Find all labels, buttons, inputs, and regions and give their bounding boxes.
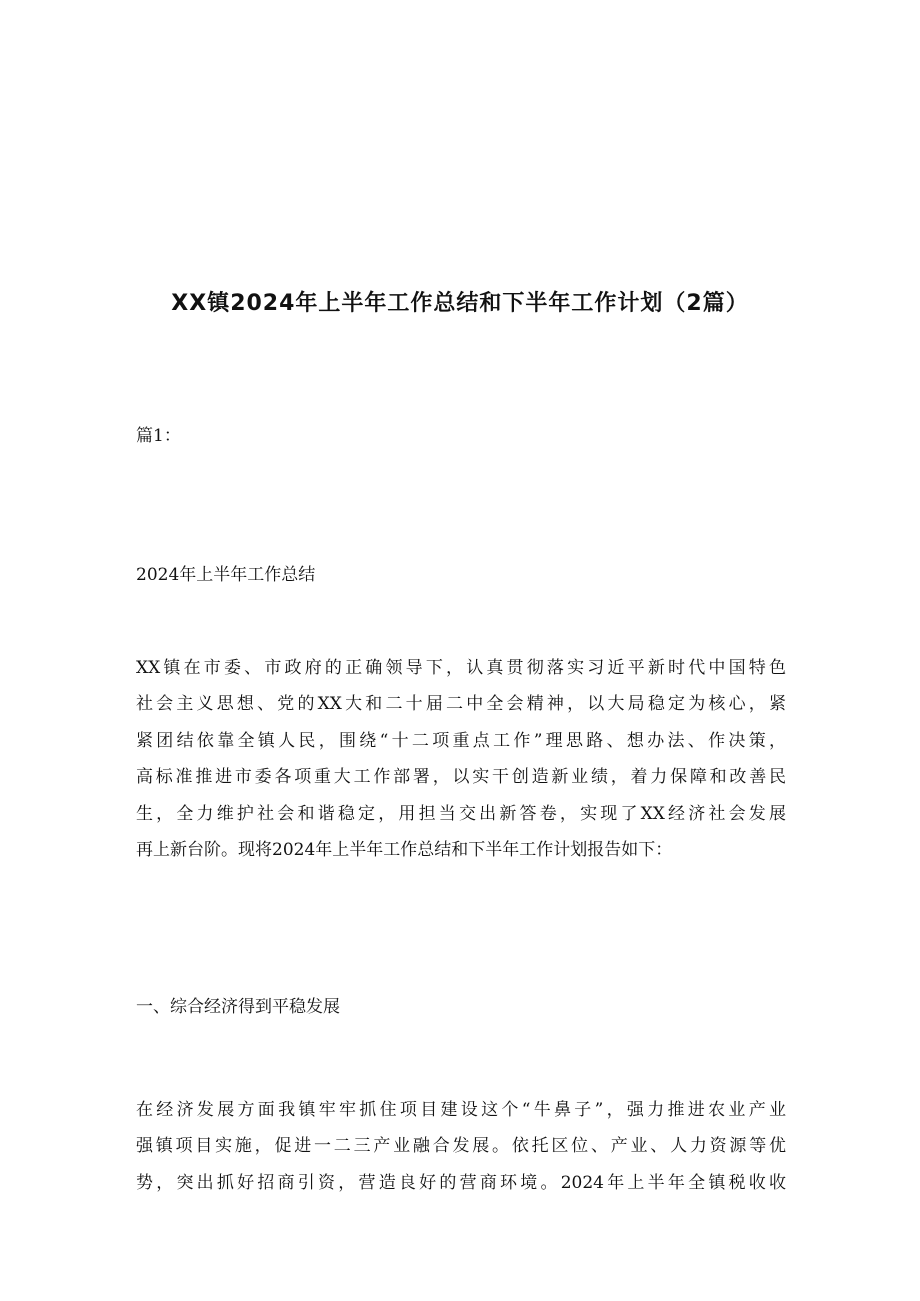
paragraph-line: 生，全力维护社会和谐稳定，用担当交出新答卷，实现了XX经济社会发展 bbox=[136, 803, 786, 824]
paragraph-line: XX镇在市委、市政府的正确领导下，认真贯彻落实习近平新时代中国特色 bbox=[136, 658, 786, 678]
document-title: XX镇2024年上半年工作总结和下半年工作计划（2篇） bbox=[171, 291, 749, 316]
body-paragraph bbox=[136, 1092, 786, 1201]
paragraph-line: 社会主义思想、党的XX大和二十届二中全会精神，以大局稳定为核心，紧 bbox=[136, 694, 786, 715]
part-label: 篇1： bbox=[136, 426, 181, 446]
paragraph-line: 强镇项目实施，促进一二三产业融合发展。依托区位、产业、人力资源等优 bbox=[136, 1136, 786, 1157]
paragraph-line: 在经济发展方面我镇牢牢抓住项目建设这个“牛鼻子”，强力推进农业产业 bbox=[136, 1100, 786, 1120]
intro-paragraph bbox=[136, 650, 786, 868]
paragraph-line: 势，突出抓好招商引资，营造良好的营商环境。2024年上半年全镇税收收 bbox=[136, 1172, 786, 1193]
subheading: 一、综合经济得到平稳发展 bbox=[136, 997, 340, 1017]
section-heading: 2024年上半年工作总结 bbox=[136, 565, 316, 585]
paragraph-line: 高标准推进市委各项重大工作部署，以实干创造新业绩，着力保障和改善民 bbox=[136, 767, 786, 788]
paragraph-line: 再上新台阶。现将2024年上半年工作总结和下半年工作计划报告如下： bbox=[136, 839, 673, 860]
paragraph-line: 紧团结依靠全镇人民，围绕“十二项重点工作”理思路、想办法、作决策， bbox=[136, 730, 786, 751]
